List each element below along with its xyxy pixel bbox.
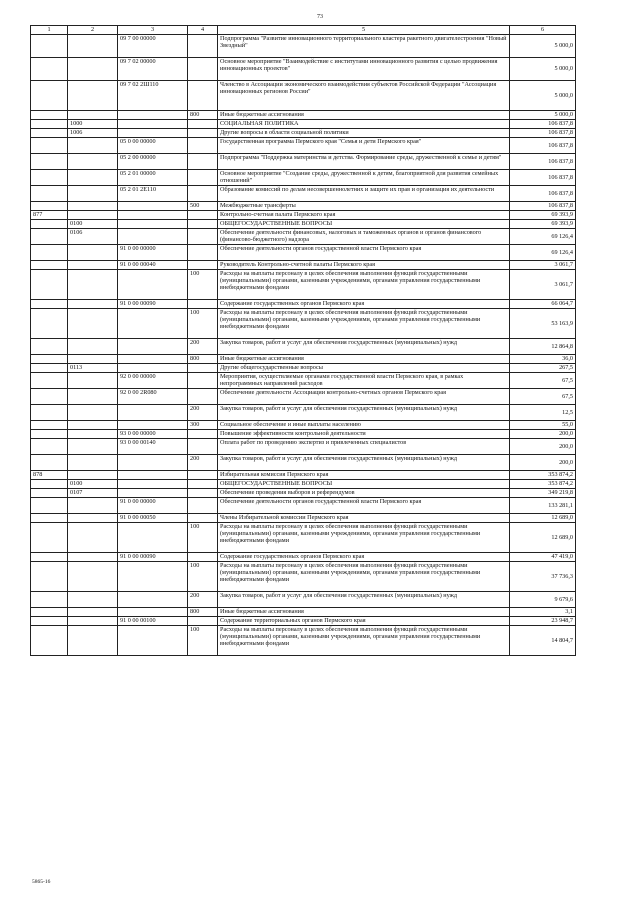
- page-number: 73: [317, 14, 323, 20]
- expense-type-cell: [188, 245, 218, 261]
- table-row: [31, 553, 576, 562]
- ministry-code-cell: [31, 186, 68, 202]
- section-code-cell: [68, 154, 118, 170]
- ministry-code-cell: [31, 373, 68, 389]
- table-row: [31, 355, 576, 364]
- section-code-cell: [68, 270, 118, 300]
- column-header: 1: [31, 26, 68, 35]
- target-article-cell: [118, 120, 188, 129]
- ministry-code-cell: 877: [31, 211, 68, 220]
- description-cell: Содержание государственных органов Пермского края: [218, 300, 510, 309]
- target-article-cell: 05 0 00 00000: [118, 138, 188, 154]
- section-code-cell: 0106: [68, 229, 118, 245]
- target-article-cell: 91 0 00 00100: [118, 617, 188, 626]
- ministry-code-cell: [31, 220, 68, 229]
- section-code-cell: [68, 455, 118, 471]
- amount-cell: 3 061,7: [510, 270, 576, 300]
- description-cell: Расходы на выплаты персоналу в целях обеспечения выполнения функций государственными (муниципальными) органами, казенными учреждениями, органами управления государственными внебюджетными фондами: [218, 562, 510, 592]
- section-code-cell: [68, 245, 118, 261]
- table-body: [31, 35, 576, 656]
- amount-cell: 106 837,8: [510, 129, 576, 138]
- target-article-cell: 91 0 00 00050: [118, 514, 188, 523]
- description-cell: Мероприятия, осуществляемые органами государственной власти Пермского края, в рамках непрограммных направлений расходов: [218, 373, 510, 389]
- table-row: [31, 229, 576, 245]
- description-cell: Содержание государственных органов Пермского края: [218, 553, 510, 562]
- description-cell: Обеспечение проведения выборов и референдумов: [218, 489, 510, 498]
- expense-type-cell: 300: [188, 421, 218, 430]
- target-article-cell: 05 2 01 2Е110: [118, 186, 188, 202]
- target-article-cell: 09 7 00 00000: [118, 35, 188, 58]
- expense-type-cell: [188, 211, 218, 220]
- amount-cell: 5 000,0: [510, 35, 576, 58]
- ministry-code-cell: [31, 553, 68, 562]
- amount-cell: 5 000,0: [510, 58, 576, 81]
- expense-type-cell: [188, 430, 218, 439]
- section-code-cell: [68, 211, 118, 220]
- ministry-code-cell: [31, 339, 68, 355]
- description-cell: Закупка товаров, работ и услуг для обеспечения государственных (муниципальных) нужд: [218, 405, 510, 421]
- section-code-cell: [68, 81, 118, 111]
- description-cell: Обеспечение деятельности органов государственной власти Пермского края: [218, 498, 510, 514]
- target-article-cell: [118, 471, 188, 480]
- amount-cell: 69 126,4: [510, 245, 576, 261]
- target-article-cell: [118, 592, 188, 608]
- target-article-cell: 09 7 02 00000: [118, 58, 188, 81]
- description-cell: Иные бюджетные ассигнования: [218, 355, 510, 364]
- section-code-cell: [68, 562, 118, 592]
- description-cell: Расходы на выплаты персоналу в целях обеспечения выполнения функций государственными (муниципальными) органами, казенными учреждениями, органами управления государственными внебюджетными фондами: [218, 309, 510, 339]
- description-cell: Расходы на выплаты персоналу в целях обеспечения выполнения функций государственными (муниципальными) органами, казенными учреждениями, органами управления государственными внебюджетными фондами: [218, 523, 510, 553]
- table-row: [31, 430, 576, 439]
- amount-cell: 106 837,8: [510, 154, 576, 170]
- ministry-code-cell: [31, 138, 68, 154]
- table-row: [31, 405, 576, 421]
- description-cell: Руководитель Контрольно-счетной палаты Пермского края: [218, 261, 510, 270]
- table-row: [31, 439, 576, 455]
- description-cell: Межбюджетные трансферты: [218, 202, 510, 211]
- description-cell: Повышение эффективности контрольной деятельности: [218, 430, 510, 439]
- target-article-cell: [118, 111, 188, 120]
- amount-cell: 69 393,9: [510, 211, 576, 220]
- section-code-cell: 1000: [68, 120, 118, 129]
- target-article-cell: [118, 489, 188, 498]
- table-row: [31, 562, 576, 592]
- expense-type-cell: 800: [188, 608, 218, 617]
- description-cell: ОБЩЕГОСУДАРСТВЕННЫЕ ВОПРОСЫ: [218, 220, 510, 229]
- section-code-cell: [68, 261, 118, 270]
- description-cell: Другие общегосударственные вопросы: [218, 364, 510, 373]
- expense-type-cell: [188, 129, 218, 138]
- expense-type-cell: 100: [188, 562, 218, 592]
- amount-cell: 12 689,0: [510, 514, 576, 523]
- description-cell: Членство в Ассоциации экономического взаимодействия субъектов Российской Федерации "Ассоциация инновационных регионов России": [218, 81, 510, 111]
- description-cell: Контрольно-счетная палата Пермского края: [218, 211, 510, 220]
- column-header: 2: [68, 26, 118, 35]
- table-row: [31, 202, 576, 211]
- target-article-cell: 93 0 00 00140: [118, 439, 188, 455]
- table-row: [31, 592, 576, 608]
- ministry-code-cell: [31, 202, 68, 211]
- ministry-code-cell: [31, 129, 68, 138]
- amount-cell: 67,5: [510, 389, 576, 405]
- amount-cell: 106 837,8: [510, 120, 576, 129]
- description-cell: Социальное обеспечение и иные выплаты населению: [218, 421, 510, 430]
- description-cell: Подпрограмма "Поддержка материнства и детства. Формирование среды, дружественной к семье и детям": [218, 154, 510, 170]
- table-row: [31, 617, 576, 626]
- section-code-cell: [68, 592, 118, 608]
- amount-cell: 69 126,4: [510, 229, 576, 245]
- ministry-code-cell: [31, 120, 68, 129]
- expense-type-cell: [188, 81, 218, 111]
- section-code-cell: [68, 138, 118, 154]
- table-row: [31, 608, 576, 617]
- description-cell: Закупка товаров, работ и услуг для обеспечения государственных (муниципальных) нужд: [218, 592, 510, 608]
- table-row: [31, 300, 576, 309]
- amount-cell: 5 000,0: [510, 81, 576, 111]
- amount-cell: 3,1: [510, 608, 576, 617]
- section-code-cell: [68, 170, 118, 186]
- ministry-code-cell: [31, 270, 68, 300]
- target-article-cell: 05 2 00 00000: [118, 154, 188, 170]
- amount-cell: 200,0: [510, 439, 576, 455]
- description-cell: ОБЩЕГОСУДАРСТВЕННЫЕ ВОПРОСЫ: [218, 480, 510, 489]
- table-header: [31, 26, 576, 35]
- target-article-cell: [118, 211, 188, 220]
- table-row: [31, 211, 576, 220]
- section-code-cell: [68, 373, 118, 389]
- amount-cell: 12 689,0: [510, 523, 576, 553]
- ministry-code-cell: [31, 514, 68, 523]
- ministry-code-cell: [31, 430, 68, 439]
- target-article-cell: 91 0 00 00000: [118, 498, 188, 514]
- ministry-code-cell: [31, 592, 68, 608]
- expense-type-cell: 200: [188, 455, 218, 471]
- column-header: 5: [218, 26, 510, 35]
- target-article-cell: [118, 355, 188, 364]
- table-row: [31, 489, 576, 498]
- target-article-cell: [118, 270, 188, 300]
- expense-type-cell: [188, 514, 218, 523]
- description-cell: Оплата работ по проведению экспертиз и привлеченных специалистов: [218, 439, 510, 455]
- ministry-code-cell: [31, 229, 68, 245]
- section-code-cell: [68, 553, 118, 562]
- amount-cell: 55,0: [510, 421, 576, 430]
- description-cell: Обеспечение деятельности органов государственной власти Пермского края: [218, 245, 510, 261]
- table-row: [31, 389, 576, 405]
- amount-cell: 267,5: [510, 364, 576, 373]
- target-article-cell: 91 0 00 00090: [118, 553, 188, 562]
- table-row: [31, 339, 576, 355]
- description-cell: Подпрограмма "Развитие инновационного территориального кластера ракетного двигателестроения "Новый Звездный": [218, 35, 510, 58]
- section-code-cell: [68, 498, 118, 514]
- ministry-code-cell: [31, 58, 68, 81]
- expense-type-cell: [188, 617, 218, 626]
- description-cell: Закупка товаров, работ и услуг для обеспечения государственных (муниципальных) нужд: [218, 339, 510, 355]
- ministry-code-cell: [31, 111, 68, 120]
- section-code-cell: [68, 439, 118, 455]
- amount-cell: 3 061,7: [510, 261, 576, 270]
- section-code-cell: [68, 430, 118, 439]
- section-code-cell: 0113: [68, 364, 118, 373]
- description-cell: Содержание территориальных органов Пермского края: [218, 617, 510, 626]
- section-code-cell: 1006: [68, 129, 118, 138]
- description-cell: Основное мероприятие "Взаимодействие с институтами инновационного развития с целью продвижения инновационных проектов": [218, 58, 510, 81]
- expense-type-cell: [188, 373, 218, 389]
- expense-type-cell: [188, 186, 218, 202]
- description-cell: Обеспечение деятельности финансовых, налоговых и таможенных органов и органов финансового (финансово-бюджетного) надзора: [218, 229, 510, 245]
- ministry-code-cell: [31, 405, 68, 421]
- target-article-cell: [118, 309, 188, 339]
- section-code-cell: [68, 58, 118, 81]
- ministry-code-cell: [31, 455, 68, 471]
- amount-cell: 14 804,7: [510, 626, 576, 656]
- table-row: [31, 154, 576, 170]
- expense-type-cell: [188, 480, 218, 489]
- table-row: [31, 480, 576, 489]
- amount-cell: 66 064,7: [510, 300, 576, 309]
- expense-type-cell: 500: [188, 202, 218, 211]
- section-code-cell: [68, 35, 118, 58]
- ministry-code-cell: 878: [31, 471, 68, 480]
- target-article-cell: [118, 405, 188, 421]
- section-code-cell: [68, 471, 118, 480]
- ministry-code-cell: [31, 523, 68, 553]
- table-row: [31, 186, 576, 202]
- budget-table: [30, 25, 576, 656]
- table-row: [31, 498, 576, 514]
- expense-type-cell: 100: [188, 523, 218, 553]
- section-code-cell: [68, 626, 118, 656]
- ministry-code-cell: [31, 626, 68, 656]
- ministry-code-cell: [31, 364, 68, 373]
- amount-cell: 36,0: [510, 355, 576, 364]
- section-code-cell: [68, 617, 118, 626]
- section-code-cell: [68, 186, 118, 202]
- amount-cell: 106 837,8: [510, 170, 576, 186]
- amount-cell: 12,5: [510, 405, 576, 421]
- amount-cell: 69 393,9: [510, 220, 576, 229]
- expense-type-cell: [188, 300, 218, 309]
- amount-cell: 67,5: [510, 373, 576, 389]
- target-article-cell: 92 0 00 00000: [118, 373, 188, 389]
- target-article-cell: [118, 480, 188, 489]
- ministry-code-cell: [31, 261, 68, 270]
- target-article-cell: [118, 421, 188, 430]
- section-code-cell: [68, 111, 118, 120]
- expense-type-cell: 100: [188, 626, 218, 656]
- target-article-cell: [118, 202, 188, 211]
- description-cell: Другие вопросы в области социальной политики: [218, 129, 510, 138]
- table-row: [31, 129, 576, 138]
- expense-type-cell: 200: [188, 339, 218, 355]
- section-code-cell: [68, 514, 118, 523]
- column-header: 4: [188, 26, 218, 35]
- expense-type-cell: [188, 471, 218, 480]
- table-row: [31, 523, 576, 553]
- ministry-code-cell: [31, 309, 68, 339]
- expense-type-cell: 200: [188, 405, 218, 421]
- section-code-cell: [68, 608, 118, 617]
- target-article-cell: [118, 608, 188, 617]
- ministry-code-cell: [31, 355, 68, 364]
- section-code-cell: [68, 300, 118, 309]
- description-cell: Члены Избирательной комиссии Пермского края: [218, 514, 510, 523]
- ministry-code-cell: [31, 389, 68, 405]
- table-row: [31, 170, 576, 186]
- table-row: [31, 138, 576, 154]
- section-code-cell: 0100: [68, 480, 118, 489]
- amount-cell: 5 000,0: [510, 111, 576, 120]
- description-cell: Иные бюджетные ассигнования: [218, 608, 510, 617]
- target-article-cell: [118, 562, 188, 592]
- table-row: [31, 261, 576, 270]
- table-row: [31, 421, 576, 430]
- target-article-cell: [118, 220, 188, 229]
- expense-type-cell: [188, 498, 218, 514]
- expense-type-cell: [188, 439, 218, 455]
- amount-cell: 349 219,8: [510, 489, 576, 498]
- expense-type-cell: [188, 120, 218, 129]
- description-cell: Обеспечение деятельности Ассоциации контрольно-счетных органов Пермского края: [218, 389, 510, 405]
- amount-cell: 106 837,8: [510, 138, 576, 154]
- footer-code: 5865-16: [32, 879, 51, 885]
- expense-type-cell: 100: [188, 270, 218, 300]
- column-header: 3: [118, 26, 188, 35]
- ministry-code-cell: [31, 480, 68, 489]
- description-cell: Иные бюджетные ассигнования: [218, 111, 510, 120]
- amount-cell: 23 948,7: [510, 617, 576, 626]
- amount-cell: 37 736,3: [510, 562, 576, 592]
- ministry-code-cell: [31, 421, 68, 430]
- table-row: [31, 364, 576, 373]
- target-article-cell: 91 0 00 00090: [118, 300, 188, 309]
- section-code-cell: [68, 339, 118, 355]
- expense-type-cell: [188, 489, 218, 498]
- section-code-cell: [68, 389, 118, 405]
- target-article-cell: [118, 129, 188, 138]
- table-row: [31, 120, 576, 129]
- ministry-code-cell: [31, 489, 68, 498]
- ministry-code-cell: [31, 81, 68, 111]
- description-cell: СОЦИАЛЬНАЯ ПОЛИТИКА: [218, 120, 510, 129]
- target-article-cell: [118, 626, 188, 656]
- expense-type-cell: 800: [188, 355, 218, 364]
- table-row: [31, 455, 576, 471]
- ministry-code-cell: [31, 439, 68, 455]
- section-code-cell: [68, 421, 118, 430]
- amount-cell: 353 874,2: [510, 480, 576, 489]
- target-article-cell: [118, 523, 188, 553]
- ministry-code-cell: [31, 562, 68, 592]
- expense-type-cell: [188, 389, 218, 405]
- amount-cell: 9 679,6: [510, 592, 576, 608]
- expense-type-cell: 200: [188, 592, 218, 608]
- expense-type-cell: [188, 261, 218, 270]
- expense-type-cell: 800: [188, 111, 218, 120]
- expense-type-cell: [188, 220, 218, 229]
- ministry-code-cell: [31, 300, 68, 309]
- section-code-cell: [68, 523, 118, 553]
- expense-type-cell: [188, 229, 218, 245]
- table-row: [31, 373, 576, 389]
- ministry-code-cell: [31, 608, 68, 617]
- expense-type-cell: [188, 364, 218, 373]
- ministry-code-cell: [31, 245, 68, 261]
- target-article-cell: [118, 455, 188, 471]
- expense-type-cell: [188, 170, 218, 186]
- description-cell: Расходы на выплаты персоналу в целях обеспечения выполнения функций государственными (муниципальными) органами, казенными учреждениями, органами управления государственными внебюджетными фондами: [218, 270, 510, 300]
- amount-cell: 200,0: [510, 455, 576, 471]
- amount-cell: 200,0: [510, 430, 576, 439]
- table-row: [31, 81, 576, 111]
- expense-type-cell: [188, 154, 218, 170]
- target-article-cell: [118, 364, 188, 373]
- target-article-cell: 92 0 00 2R080: [118, 389, 188, 405]
- description-cell: Основное мероприятие "Создание среды, дружественной к детям, благоприятной для развития семейных отношений": [218, 170, 510, 186]
- section-code-cell: [68, 202, 118, 211]
- target-article-cell: 91 0 00 00040: [118, 261, 188, 270]
- target-article-cell: 09 7 02 2Ш110: [118, 81, 188, 111]
- ministry-code-cell: [31, 170, 68, 186]
- amount-cell: 53 163,9: [510, 309, 576, 339]
- section-code-cell: [68, 405, 118, 421]
- section-code-cell: [68, 309, 118, 339]
- expense-type-cell: [188, 138, 218, 154]
- table-row: [31, 58, 576, 81]
- expense-type-cell: [188, 35, 218, 58]
- amount-cell: 47 419,0: [510, 553, 576, 562]
- expense-type-cell: [188, 553, 218, 562]
- table-row: [31, 471, 576, 480]
- description-cell: Расходы на выплаты персоналу в целях обеспечения выполнения функций государственными (муниципальными) органами, казенными учреждениями, органами управления государственными внебюджетными фондами: [218, 626, 510, 656]
- ministry-code-cell: [31, 154, 68, 170]
- table-row: [31, 111, 576, 120]
- target-article-cell: 91 0 00 00000: [118, 245, 188, 261]
- target-article-cell: [118, 229, 188, 245]
- column-header: 6: [510, 26, 576, 35]
- target-article-cell: 05 2 01 00000: [118, 170, 188, 186]
- amount-cell: 353 874,2: [510, 471, 576, 480]
- ministry-code-cell: [31, 35, 68, 58]
- target-article-cell: 93 0 00 00000: [118, 430, 188, 439]
- target-article-cell: [118, 339, 188, 355]
- table-row: [31, 270, 576, 300]
- ministry-code-cell: [31, 617, 68, 626]
- description-cell: Государственная программа Пермского края "Семья и дети Пермского края": [218, 138, 510, 154]
- amount-cell: 106 837,8: [510, 202, 576, 211]
- table-row: [31, 35, 576, 58]
- table-row: [31, 245, 576, 261]
- amount-cell: 133 281,1: [510, 498, 576, 514]
- expense-type-cell: 100: [188, 309, 218, 339]
- table-row: [31, 514, 576, 523]
- ministry-code-cell: [31, 498, 68, 514]
- expense-type-cell: [188, 58, 218, 81]
- description-cell: Закупка товаров, работ и услуг для обеспечения государственных (муниципальных) нужд: [218, 455, 510, 471]
- description-cell: Образование комиссий по делам несовершеннолетних и защите их прав и организация их деятельности: [218, 186, 510, 202]
- amount-cell: 106 837,8: [510, 186, 576, 202]
- section-code-cell: 0107: [68, 489, 118, 498]
- table-row: [31, 220, 576, 229]
- description-cell: Избирательная комиссия Пермского края: [218, 471, 510, 480]
- section-code-cell: [68, 355, 118, 364]
- table-row: [31, 309, 576, 339]
- amount-cell: 12 864,8: [510, 339, 576, 355]
- table-row: [31, 626, 576, 656]
- section-code-cell: 0100: [68, 220, 118, 229]
